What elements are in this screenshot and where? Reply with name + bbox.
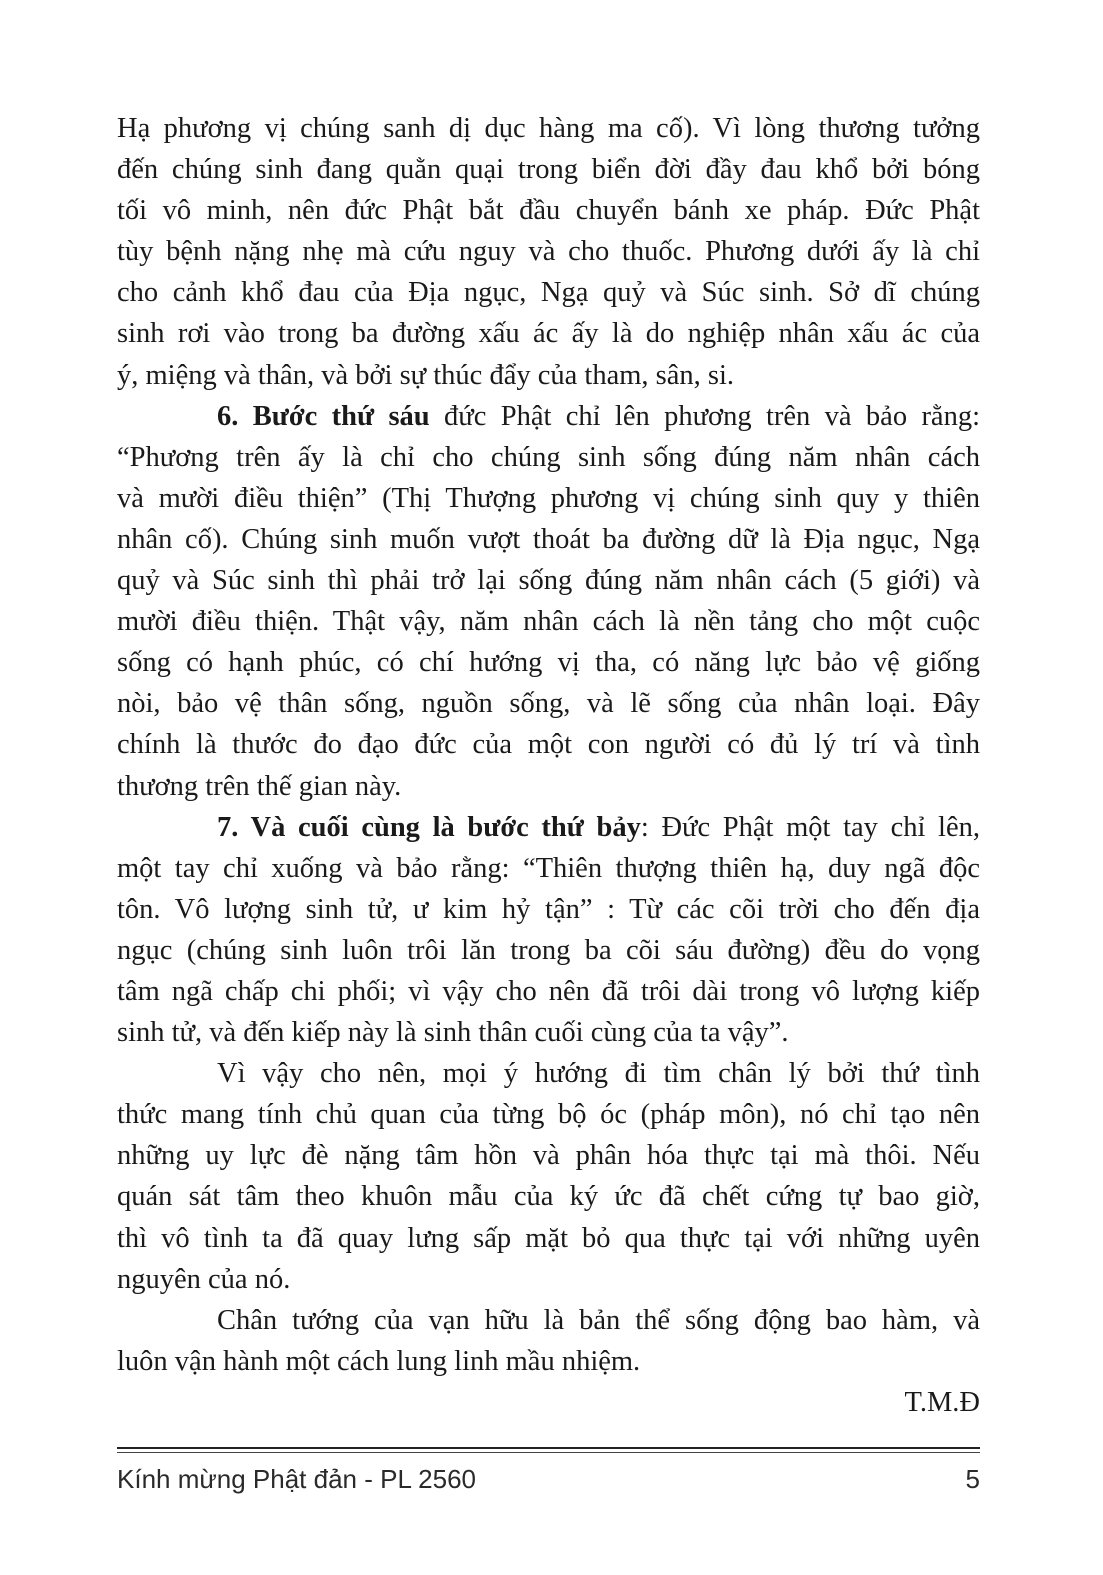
text-line: nòi, bảo vệ thân sống, nguồn sống, và lẽ sống của nhân loại. Đây	[117, 688, 980, 720]
text-line: nguyên của nó.	[117, 1263, 291, 1295]
text-line: thức mang tính chủ quan của từng bộ óc (pháp môn), nó chỉ tạo nên	[117, 1099, 980, 1131]
footer-divider	[117, 1447, 980, 1449]
text-line: quỷ và Súc sinh thì phải trở lại sống đúng năm nhân cách (5 giới) và	[117, 565, 980, 597]
text-line: tôn. Vô lượng sinh tử, ư kim hỷ tận” : Từ các cõi trời cho đến địa	[117, 893, 980, 925]
text-line: ngục (chúng sinh luôn trôi lăn trong ba cõi sáu đường) đều do vọng	[117, 934, 980, 966]
step-7-heading: 7. Và cuối cùng là bước thứ bảy	[217, 811, 641, 843]
text-line: tùy bệnh nặng nhẹ mà cứu nguy và cho thuốc. Phương dưới ấy là chỉ	[117, 236, 980, 268]
text-line: chính là thước đo đạo đức của một con người có đủ lý trí và tình	[117, 729, 980, 761]
text-line: sinh tử, và đến kiếp này là sinh thân cuối cùng của ta vậy”.	[117, 1017, 789, 1049]
text-line: Chân tướng của vạn hữu là bản thể sống động bao hàm, và	[217, 1304, 980, 1336]
text-line: tối vô minh, nên đức Phật bắt đầu chuyển bánh xe pháp. Đức Phật	[117, 195, 980, 227]
text-line: và mười điều thiện” (Thị Thượng phương vị chúng sinh quy y thiên	[117, 482, 980, 514]
footer-divider-thin	[117, 1452, 980, 1453]
text-line: Vì vậy cho nên, mọi ý hướng đi tìm chân lý bởi thứ tình	[217, 1058, 980, 1090]
step-6-line	[117, 396, 980, 437]
step-6-text: đức Phật chỉ lên phương trên và bảo rằng:	[444, 400, 980, 432]
text-line: cho cảnh khổ đau của Địa ngục, Ngạ quỷ và Súc sinh. Sở dĩ chúng	[117, 277, 980, 309]
body-text	[117, 108, 980, 1423]
text-line: thì vô tình ta đã quay lưng sấp mặt bỏ qua thực tại với những uyên	[117, 1222, 980, 1254]
text-line: thương trên thế gian này.	[117, 770, 402, 802]
page-number: 5	[965, 1464, 980, 1494]
text-line: tâm ngã chấp chi phối; vì vậy cho nên đã trôi dài trong vô lượng kiếp	[117, 975, 980, 1007]
text-line: “Phương trên ấy là chỉ cho chúng sinh sống đúng năm nhân cách	[117, 441, 980, 473]
step-7-text: : Đức Phật một tay chỉ lên,	[640, 811, 980, 843]
text-line: những uy lực đè nặng tâm hồn và phân hóa thực tại mà thôi. Nếu	[117, 1140, 980, 1172]
text-line: quán sát tâm theo khuôn mẫu của ký ức đã chết cứng tự bao giờ,	[117, 1181, 980, 1213]
text-line: nhân cố). Chúng sinh muốn vượt thoát ba đường dữ là Địa ngục, Ngạ	[117, 523, 980, 555]
text-line: Hạ phương vị chúng sanh dị dục hàng ma cố). Vì lòng thương tưởng	[117, 113, 980, 144]
author-signature: T.M.Đ	[904, 1386, 980, 1418]
text-line: mười điều thiện. Thật vậy, năm nhân cách là nền tảng cho một cuộc	[117, 606, 980, 638]
text-line: ý, miệng và thân, và bởi sự thúc đẩy của tham, sân, si.	[117, 359, 735, 391]
text-line: luôn vận hành một cách lung linh mầu nhiệm.	[117, 1345, 641, 1377]
text-line: sinh rơi vào trong ba đường xấu ác ấy là do nghiệp nhân xấu ác của	[117, 318, 980, 350]
step-6-heading: 6. Bước thứ sáu	[217, 400, 430, 432]
footer-title: Kính mừng Phật đản - PL 2560	[117, 1464, 477, 1494]
step-7-line	[117, 807, 980, 848]
text-line: sống có hạnh phúc, có chí hướng vị tha, có năng lực bảo vệ giống	[117, 647, 980, 679]
text-line: đến chúng sinh đang quằn quại trong biển đời đầy đau khổ bởi bóng	[117, 154, 980, 186]
text-line: một tay chỉ xuống và bảo rằng: “Thiên thượng thiên hạ, duy ngã độc	[117, 852, 980, 884]
